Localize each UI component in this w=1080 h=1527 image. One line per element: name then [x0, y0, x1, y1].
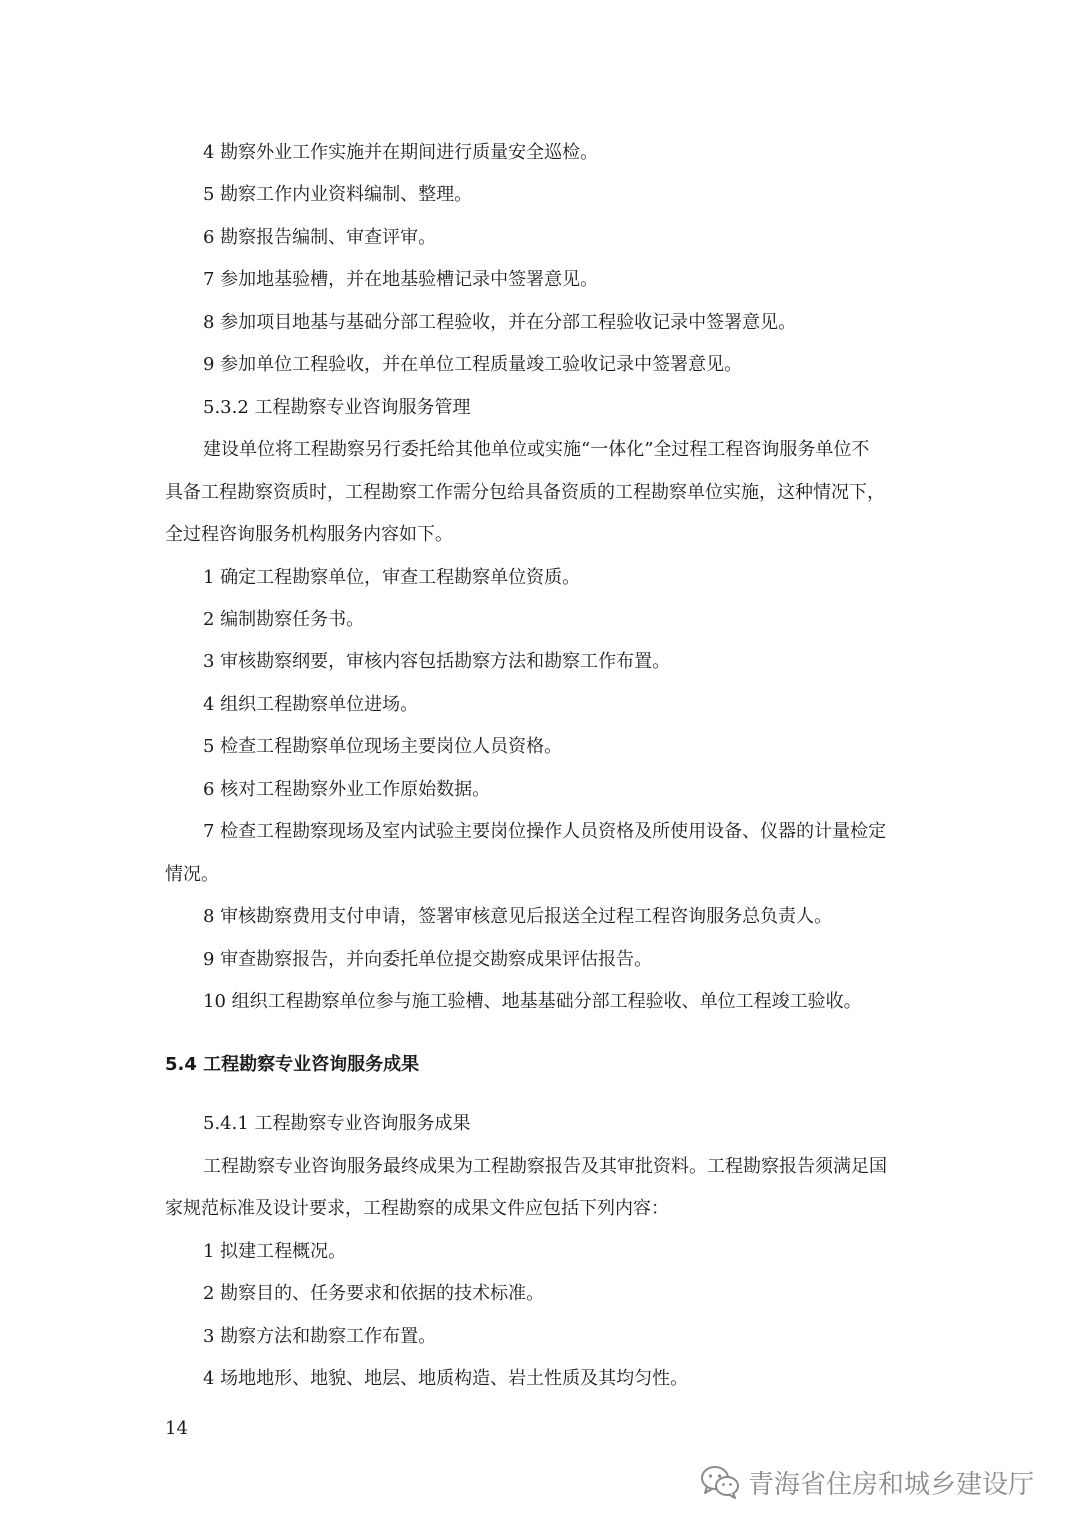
text-line: 7 参加地基验槽，并在地基验槽记录中签署意见。 — [203, 269, 599, 290]
section-heading: 5.4 工程勘察专业咨询服务成果 — [165, 1054, 420, 1075]
text-line: 4 场地地形、地貌、地层、地质构造、岩土性质及其均匀性。 — [203, 1368, 689, 1389]
text-line: 2 勘察目的、任务要求和依据的技术标准。 — [203, 1283, 545, 1304]
text-line: 5.3.2 工程勘察专业咨询服务管理 — [203, 397, 471, 418]
text-line: 1 确定工程勘察单位，审查工程勘察单位资质。 — [203, 567, 581, 588]
text-line: 5 检查工程勘察单位现场主要岗位人员资格。 — [203, 736, 563, 757]
text-line: 9 参加单位工程验收，并在单位工程质量竣工验收记录中签署意见。 — [203, 354, 743, 375]
text-line: 具备工程勘察资质时，工程勘察工作需分包给具备资质的工程勘察单位实施，这种情况下， — [165, 482, 885, 503]
page-number: 14 — [165, 1418, 188, 1439]
text-line: 5 勘察工作内业资料编制、整理。 — [203, 184, 473, 205]
text-line: 7 检查工程勘察现场及室内试验主要岗位操作人员资格及所使用设备、仪器的计量检定 — [203, 821, 887, 842]
text-line: 3 勘察方法和勘察工作布置。 — [203, 1326, 437, 1347]
text-line: 8 审核勘察费用支付申请，签署审核意见后报送全过程工程咨询服务总负责人。 — [203, 906, 833, 927]
text-line: 2 编制勘察任务书。 — [203, 609, 365, 630]
text-line: 6 核对工程勘察外业工作原始数据。 — [203, 779, 491, 800]
text-line: 1 拟建工程概况。 — [203, 1241, 347, 1262]
wechat-icon — [700, 1465, 740, 1499]
text-line: 全过程咨询服务机构服务内容如下。 — [165, 524, 453, 545]
text-line: 4 勘察外业工作实施并在期间进行质量安全巡检。 — [203, 142, 599, 163]
text-line: 工程勘察专业咨询服务最终成果为工程勘察报告及其审批资料。工程勘察报告须满足国 — [203, 1156, 887, 1177]
text-line: 9 审查勘察报告，并向委托单位提交勘察成果评估报告。 — [203, 949, 653, 970]
text-line: 4 组织工程勘察单位进场。 — [203, 694, 419, 715]
watermark-text: 青海省住房和城乡建设厅 — [748, 1469, 1035, 1500]
watermark — [700, 1462, 1034, 1502]
text-line: 6 勘察报告编制、审查评审。 — [203, 227, 437, 248]
text-line: 10 组织工程勘察单位参与施工验槽、地基基础分部工程验收、单位工程竣工验收。 — [203, 991, 862, 1012]
text-line: 家规范标准及设计要求，工程勘察的成果文件应包括下列内容： — [165, 1198, 669, 1219]
text-line: 3 审核勘察纲要，审核内容包括勘察方法和勘察工作布置。 — [203, 651, 671, 672]
text-line: 5.4.1 工程勘察专业咨询服务成果 — [203, 1113, 471, 1134]
text-line: 情况。 — [165, 864, 219, 885]
text-line: 8 参加项目地基与基础分部工程验收，并在分部工程验收记录中签署意见。 — [203, 312, 797, 333]
text-line: 建设单位将工程勘察另行委托给其他单位或实施“一体化”全过程工程咨询服务单位不 — [203, 439, 870, 460]
